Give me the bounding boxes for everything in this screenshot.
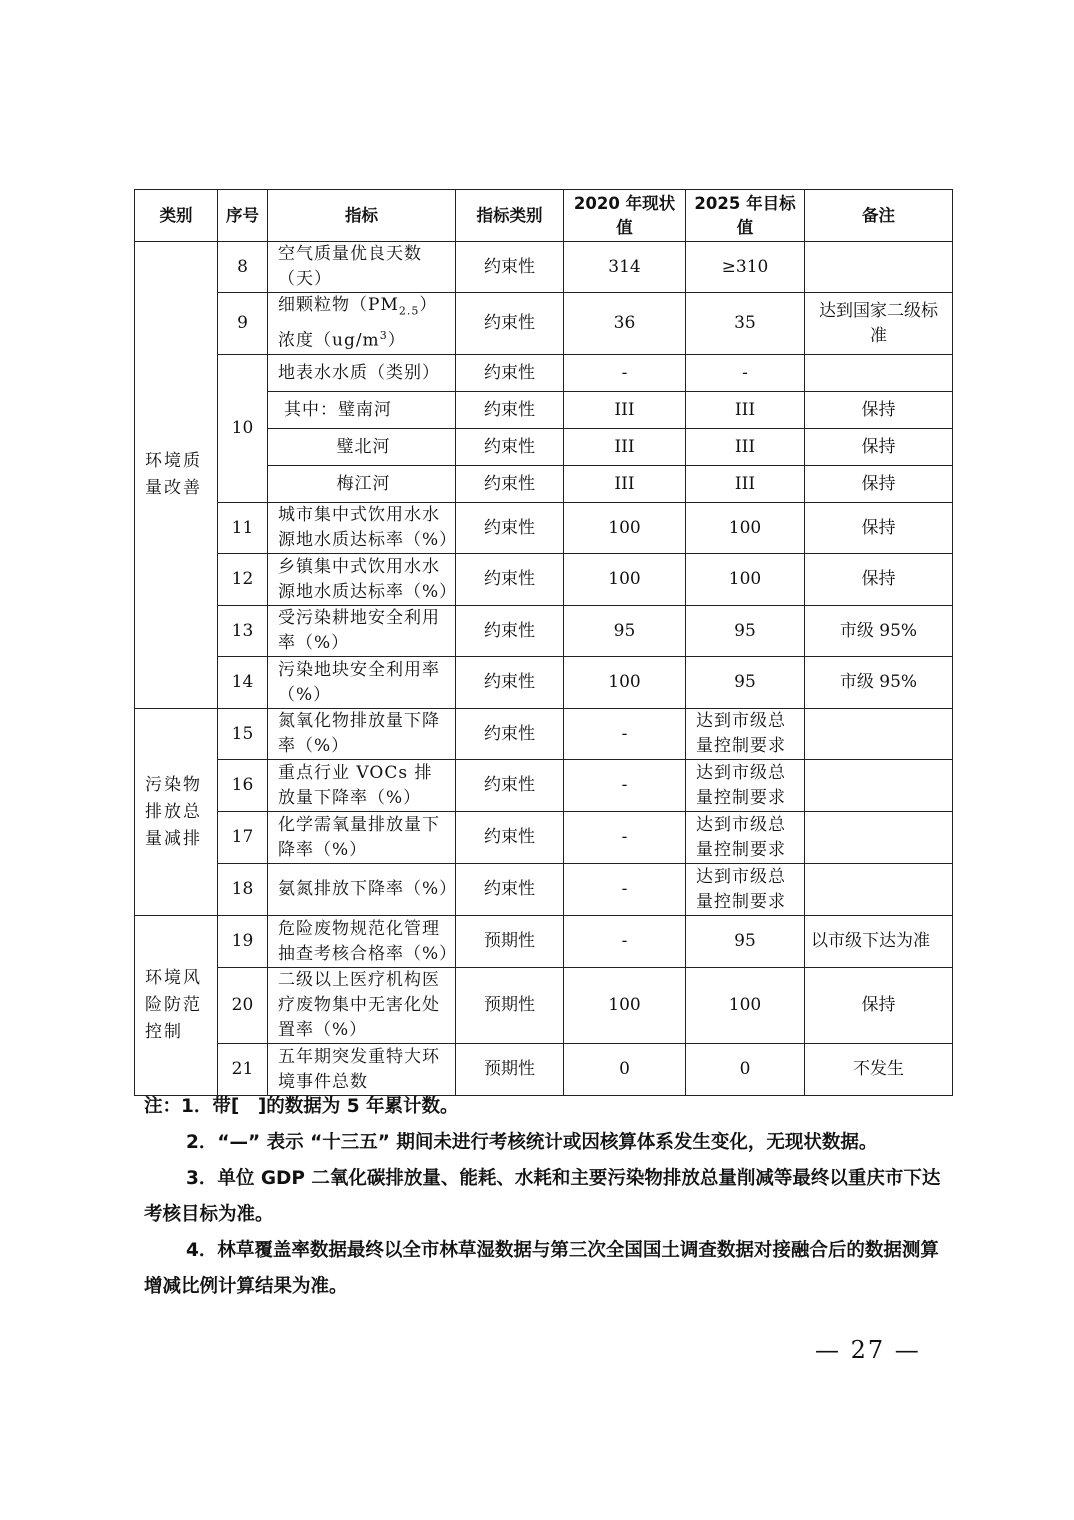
table-row xyxy=(135,242,953,293)
remark-cell: 市级 95% xyxy=(805,606,953,657)
value-2020-cell: - xyxy=(564,709,686,760)
value-2020-cell: 95 xyxy=(564,606,686,657)
value-2020-cell: 100 xyxy=(564,554,686,606)
remark-cell: 保持 xyxy=(805,554,953,606)
category-cell: 环境风险防范控制 xyxy=(135,916,218,1096)
indicator-cell: 氮氧化物排放量下降率（%） xyxy=(268,709,456,760)
indicator-cell: 城市集中式饮用水水源地水质达标率（%） xyxy=(268,503,456,554)
value-2020-cell: - xyxy=(564,864,686,916)
type-cell: 约束性 xyxy=(456,864,564,916)
value-2025-cell: 100 xyxy=(686,503,805,554)
remark-cell xyxy=(805,709,953,760)
seq-cell: 21 xyxy=(218,1044,268,1096)
indicator-cell xyxy=(268,293,456,355)
indicator-cell: 氨氮排放下降率（%） xyxy=(268,864,456,916)
type-cell: 约束性 xyxy=(456,709,564,760)
note-3: 3．单位 GDP 二氧化碳排放量、能耗、水耗和主要污染物排放总量削减等最终以重庆市下达考核目标为准。 xyxy=(144,1168,941,1225)
page-number: — 27 — xyxy=(815,1336,921,1364)
table-row xyxy=(135,709,953,760)
indicator-cell: 二级以上医疗机构医疗废物集中无害化处置率（%） xyxy=(268,968,456,1044)
indicator-cell: 化学需氧量排放量下降率（%） xyxy=(268,812,456,864)
subscript-text: 2.5 xyxy=(398,304,420,318)
remark-cell xyxy=(805,242,953,293)
value-2025-cell: III xyxy=(686,466,805,503)
indicator-text: ）浓度（ug/m xyxy=(278,295,438,352)
indicator-cell: 乡镇集中式饮用水水源地水质达标率（%） xyxy=(268,554,456,606)
remark-cell: 达到国家二级标准 xyxy=(805,293,953,355)
value-2020-cell: 0 xyxy=(564,1044,686,1096)
indicator-cell: 地表水水质（类别） xyxy=(268,355,456,392)
value-2020-cell: - xyxy=(564,355,686,392)
type-cell: 预期性 xyxy=(456,916,564,968)
value-2020-cell: 100 xyxy=(564,657,686,709)
value-2020-cell: - xyxy=(564,812,686,864)
header-2020: 2020 年现状值 xyxy=(564,190,686,242)
indicator-cell: 璧北河 xyxy=(268,429,456,466)
remark-cell: 保持 xyxy=(805,392,953,429)
value-2020-cell: - xyxy=(564,760,686,812)
superscript-text: 3 xyxy=(379,329,388,343)
header-remark: 备注 xyxy=(805,190,953,242)
table-row xyxy=(135,760,953,812)
value-2020-cell: III xyxy=(564,392,686,429)
seq-cell: 19 xyxy=(218,916,268,968)
type-cell: 约束性 xyxy=(456,606,564,657)
seq-cell: 13 xyxy=(218,606,268,657)
value-2020-cell: 36 xyxy=(564,293,686,355)
indicator-cell: 受污染耕地安全利用率（%） xyxy=(268,606,456,657)
type-cell: 约束性 xyxy=(456,293,564,355)
table-notes xyxy=(144,1089,950,1305)
seq-cell: 8 xyxy=(218,242,268,293)
table-row xyxy=(135,1044,953,1096)
type-cell: 预期性 xyxy=(456,968,564,1044)
type-cell: 约束性 xyxy=(456,812,564,864)
indicator-cell: 梅江河 xyxy=(268,466,456,503)
type-cell: 约束性 xyxy=(456,429,564,466)
value-2020-cell: 314 xyxy=(564,242,686,293)
remark-cell: 市级 95% xyxy=(805,657,953,709)
value-2025-cell: 100 xyxy=(686,968,805,1044)
indicator-cell: 危险废物规范化管理抽查考核合格率（%） xyxy=(268,916,456,968)
note-4: 4．林草覆盖率数据最终以全市林草湿数据与第三次全国国土调查数据对接融合后的数据测算增减比例计算结果为准。 xyxy=(144,1240,939,1297)
table-row xyxy=(135,864,953,916)
remark-cell: 保持 xyxy=(805,503,953,554)
value-2025-cell: 35 xyxy=(686,293,805,355)
value-2025-cell: - xyxy=(686,355,805,392)
header-seq: 序号 xyxy=(218,190,268,242)
value-2025-cell: 95 xyxy=(686,916,805,968)
seq-cell: 10 xyxy=(218,355,268,503)
indicator-cell: 重点行业 VOCs 排放量下降率（%） xyxy=(268,760,456,812)
note-2: 2．“—” 表示 “十三五” 期间未进行考核统计或因核算体系发生变化，无现状数据。 xyxy=(186,1132,878,1153)
table-row xyxy=(135,916,953,968)
seq-cell: 12 xyxy=(218,554,268,606)
type-cell: 约束性 xyxy=(456,657,564,709)
remark-cell: 以市级下达为准 xyxy=(805,916,953,968)
value-2025-cell: III xyxy=(686,392,805,429)
value-2020-cell: 100 xyxy=(564,968,686,1044)
table-row xyxy=(135,968,953,1044)
remark-cell xyxy=(805,760,953,812)
remark-cell: 保持 xyxy=(805,466,953,503)
value-2025-cell: 达到市级总量控制要求 xyxy=(686,812,805,864)
header-indicator: 指标 xyxy=(268,190,456,242)
remark-cell xyxy=(805,864,953,916)
value-2020-cell: III xyxy=(564,429,686,466)
remark-cell: 保持 xyxy=(805,429,953,466)
value-2025-cell: III xyxy=(686,429,805,466)
table-row xyxy=(135,657,953,709)
table-row xyxy=(135,812,953,864)
indicator-table xyxy=(134,189,953,1096)
table-row xyxy=(135,503,953,554)
indicator-cell: 空气质量优良天数（天） xyxy=(268,242,456,293)
value-2025-cell: 95 xyxy=(686,606,805,657)
value-2025-cell: 100 xyxy=(686,554,805,606)
header-2025: 2025 年目标值 xyxy=(686,190,805,242)
type-cell: 约束性 xyxy=(456,392,564,429)
table-row xyxy=(135,293,953,355)
type-cell: 约束性 xyxy=(456,503,564,554)
value-2020-cell: III xyxy=(564,466,686,503)
remark-cell: 不发生 xyxy=(805,1044,953,1096)
value-2025-cell: 0 xyxy=(686,1044,805,1096)
seq-cell: 17 xyxy=(218,812,268,864)
seq-cell: 14 xyxy=(218,657,268,709)
seq-cell: 16 xyxy=(218,760,268,812)
indicator-cell: 其中：璧南河 xyxy=(268,392,456,429)
seq-cell: 15 xyxy=(218,709,268,760)
type-cell: 约束性 xyxy=(456,355,564,392)
table-row xyxy=(135,606,953,657)
value-2020-cell: 100 xyxy=(564,503,686,554)
table-row xyxy=(135,554,953,606)
remark-cell xyxy=(805,355,953,392)
indicator-text: ） xyxy=(387,331,406,352)
remark-cell: 保持 xyxy=(805,968,953,1044)
indicator-cell: 五年期突发重特大环境事件总数 xyxy=(268,1044,456,1096)
table-row xyxy=(135,355,953,392)
value-2025-cell: 达到市级总量控制要求 xyxy=(686,760,805,812)
type-cell: 约束性 xyxy=(456,466,564,503)
seq-cell: 20 xyxy=(218,968,268,1044)
value-2025-cell: 达到市级总量控制要求 xyxy=(686,709,805,760)
value-2020-cell: - xyxy=(564,916,686,968)
type-cell: 约束性 xyxy=(456,760,564,812)
type-cell: 约束性 xyxy=(456,554,564,606)
indicator-text: 细颗粒物（PM xyxy=(278,295,399,315)
header-category: 类别 xyxy=(135,190,218,242)
seq-cell: 18 xyxy=(218,864,268,916)
seq-cell: 11 xyxy=(218,503,268,554)
value-2025-cell: 95 xyxy=(686,657,805,709)
type-cell: 约束性 xyxy=(456,242,564,293)
type-cell: 预期性 xyxy=(456,1044,564,1096)
category-cell: 污染物排放总量减排 xyxy=(135,709,218,916)
note-1: 注：1．带[ ]的数据为 5 年累计数。 xyxy=(144,1096,459,1117)
seq-cell: 9 xyxy=(218,293,268,355)
value-2025-cell: 达到市级总量控制要求 xyxy=(686,864,805,916)
remark-cell xyxy=(805,812,953,864)
value-2025-cell: ≥310 xyxy=(686,242,805,293)
table-header-row xyxy=(135,190,953,242)
category-cell: 环境质量改善 xyxy=(135,242,218,709)
indicator-cell: 污染地块安全利用率（%） xyxy=(268,657,456,709)
header-type: 指标类别 xyxy=(456,190,564,242)
